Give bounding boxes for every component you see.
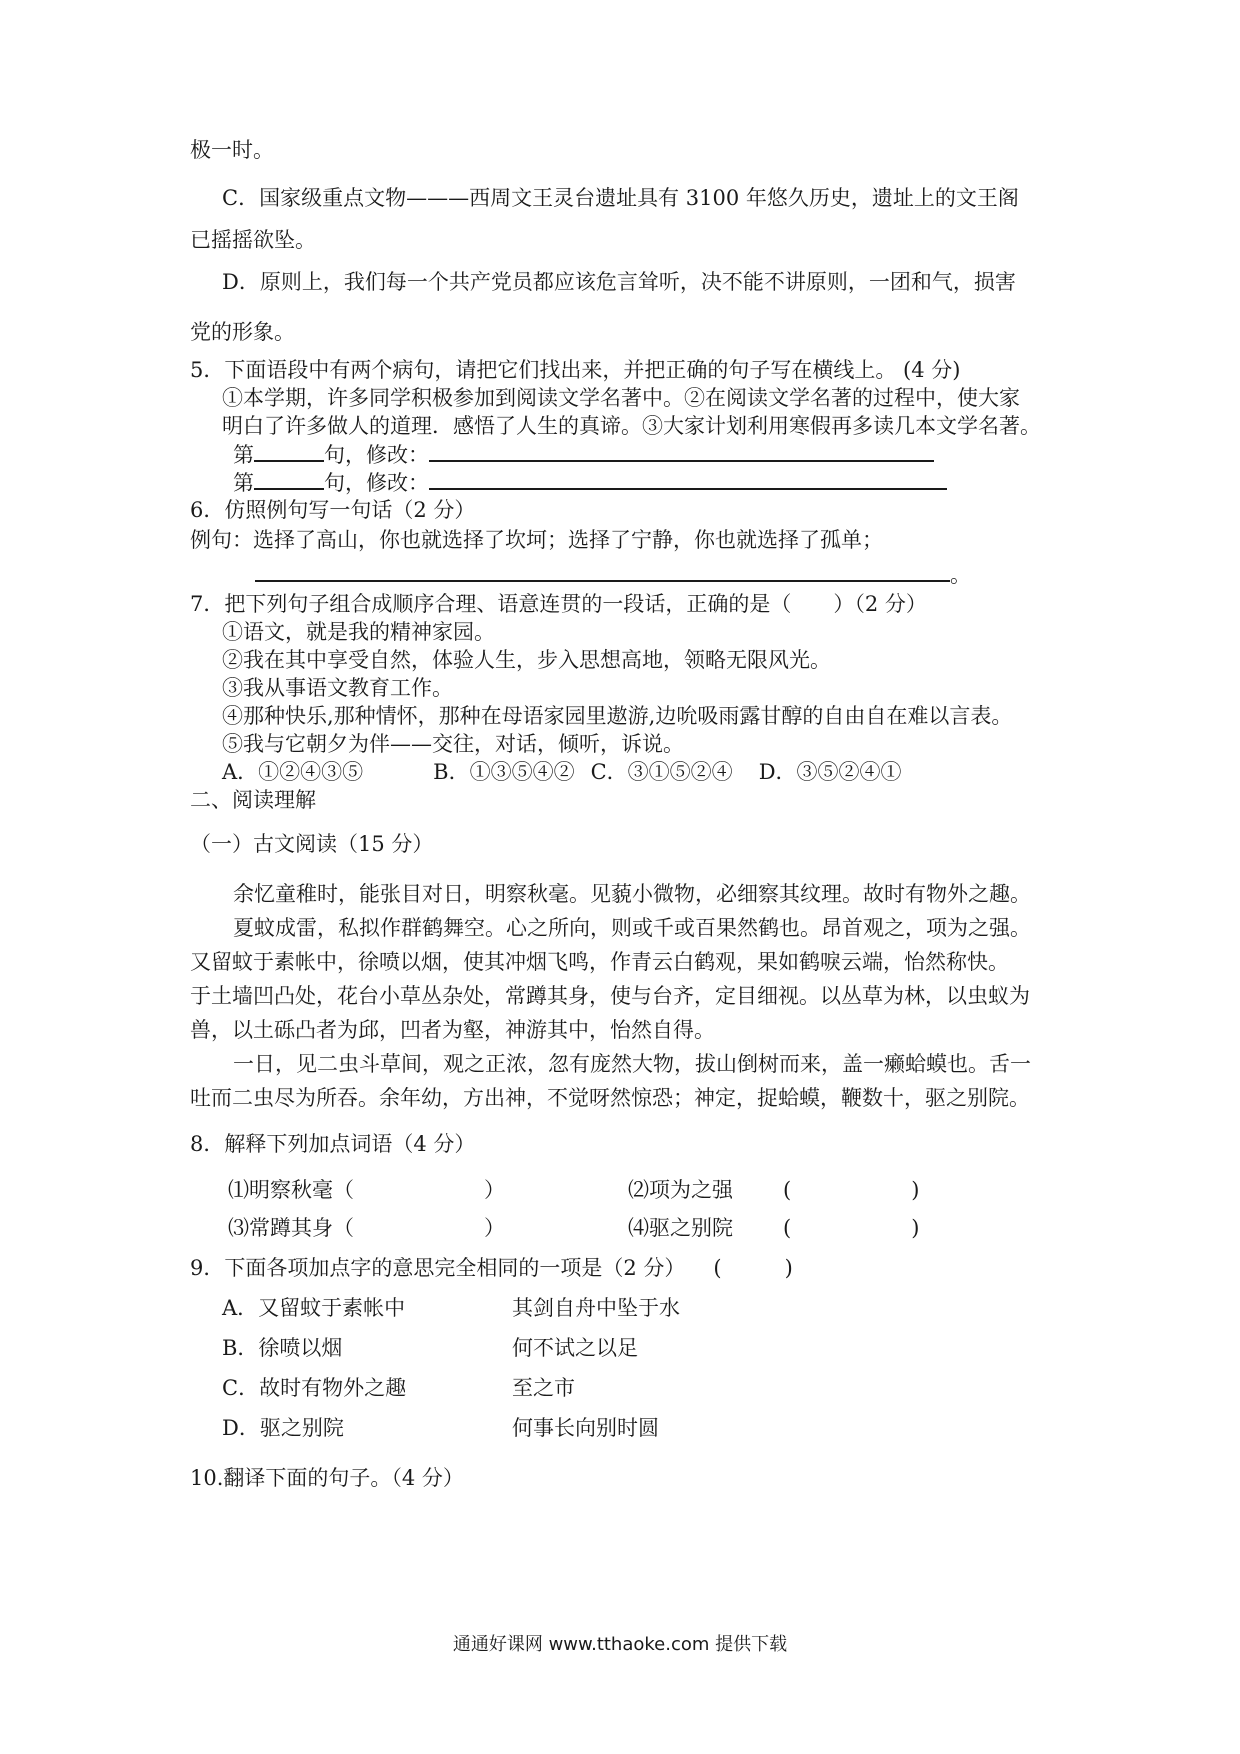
section-title-reading: 二、阅读理解 bbox=[190, 788, 316, 812]
q8-item-label: ⑶常蹲其身 bbox=[228, 1216, 333, 1240]
q9-row-b-right: 何不试之以足 bbox=[512, 1336, 638, 1360]
q10-stem: 10.翻译下面的句子。（4 分） bbox=[190, 1466, 464, 1490]
q7-sentence-5: ⑤我与它朝夕为伴——交往，对话，倾听，诉说。 bbox=[222, 732, 684, 756]
q7-sentence-1: ①语文，就是我的精神家园。 bbox=[222, 620, 495, 644]
q5-paragraph-line2: 明白了许多做人的道理．感悟了人生的真谛。③大家计划利用寒假再多读几本文学名著。 bbox=[222, 414, 1041, 438]
section-subtitle-classical: （一）古文阅读（15 分） bbox=[190, 832, 434, 856]
q8-item-label: ⑴明察秋毫 bbox=[228, 1178, 333, 1202]
q8-stem: 8．解释下列加点词语（4 分） bbox=[190, 1132, 476, 1156]
q7-option-a: A．①②④③⑤ bbox=[222, 760, 364, 784]
answer-prefix: 第 bbox=[233, 471, 254, 495]
q5-answer-row-2 bbox=[233, 468, 947, 497]
q4-option-d-line1: D．原则上，我们每一个共产党员都应该危言耸听，决不能不讲原则，一团和气，损害 bbox=[222, 270, 1016, 294]
q8-open-paren: （ bbox=[333, 1216, 354, 1240]
q5-answer-row-1 bbox=[233, 440, 934, 469]
q9-row-d-left: D．驱之别院 bbox=[222, 1416, 344, 1440]
answer-mid: 句，修改： bbox=[324, 471, 429, 495]
q6-stem: 6．仿照例句写一句话（2 分） bbox=[190, 498, 476, 522]
passage-paragraph-3-line2: 吐而二虫尽为所吞。余年幼，方出神，不觉呀然惊恐；神定，捉蛤蟆，鞭数十，驱之别院。 bbox=[190, 1086, 1030, 1110]
q8-open-paren: （ bbox=[333, 1178, 354, 1202]
passage-paragraph-2-line3: 于土墙凹凸处，花台小草丛杂处，常蹲其身，使与台齐，定目细视。以丛草为林，以虫蚁为 bbox=[190, 984, 1030, 1008]
correction-blank[interactable] bbox=[429, 468, 947, 490]
q4-option-c-line1: C．国家级重点文物———西周文王灵台遗址具有 3100 年悠久历史，遗址上的文王阁 bbox=[222, 186, 1019, 210]
q8-open-paren: ( bbox=[783, 1178, 792, 1202]
passage-paragraph-2-line1: 夏蚊成雷，私拟作群鹤舞空。心之所向，则或千或百果然鹤也。昂首观之，项为之强。 bbox=[233, 916, 1031, 940]
q4-option-c-line2: 已摇摇欲坠。 bbox=[190, 228, 316, 252]
q8-item-3 bbox=[228, 1214, 505, 1242]
q7-option-b: B．①③⑤④② bbox=[433, 760, 575, 784]
q4-option-d-line2: 党的形象。 bbox=[190, 320, 295, 344]
q7-sentence-4: ④那种快乐,那种情怀，那种在母语家园里遨游,边吮吸雨露甘醇的自由自在难以言表。 bbox=[222, 704, 1013, 728]
q9-answer-paren[interactable]: ( ) bbox=[713, 1256, 793, 1280]
passage-paragraph-1: 余忆童稚时，能张目对日，明察秋毫。见藐小微物，必细察其纹理。故时有物外之趣。 bbox=[233, 882, 1031, 906]
q7-option-d: D．③⑤②④① bbox=[758, 760, 902, 784]
q8-item-4 bbox=[628, 1214, 919, 1242]
q8-close-paren: ） bbox=[484, 1216, 505, 1240]
q6-answer-row bbox=[255, 560, 971, 589]
q8-close-paren: ） bbox=[484, 1178, 505, 1202]
correction-blank[interactable] bbox=[429, 440, 934, 462]
q8-item-1 bbox=[228, 1176, 505, 1204]
q8-close-paren: ) bbox=[911, 1178, 920, 1202]
q8-open-paren: ( bbox=[783, 1216, 792, 1240]
sentence-number-blank[interactable] bbox=[254, 440, 324, 462]
q5-paragraph-line1: ①本学期，许多同学积极参加到阅读文学名著中。②在阅读文学名著的过程中，使大家 bbox=[222, 386, 1020, 410]
q8-item-2 bbox=[628, 1176, 919, 1204]
q9-row-a-right: 其剑自舟中坠于水 bbox=[512, 1296, 680, 1320]
q9-row-c-right: 至之市 bbox=[512, 1376, 575, 1400]
imitation-sentence-blank[interactable] bbox=[255, 560, 950, 582]
page-footer: 通通好课网 www.tthaoke.com 提供下载 bbox=[452, 1634, 788, 1655]
q9-row-c-left: C．故时有物外之趣 bbox=[222, 1376, 407, 1400]
q4-b-tail: 极一时。 bbox=[190, 138, 274, 162]
q8-close-paren: ) bbox=[911, 1216, 920, 1240]
q7-option-c: C．③①⑤②④ bbox=[590, 760, 733, 784]
q7-sentence-2: ②我在其中享受自然，体验人生，步入思想高地，领略无限风光。 bbox=[222, 648, 831, 672]
q9-stem bbox=[190, 1254, 793, 1282]
passage-paragraph-3-line1: 一日，见二虫斗草间，观之正浓，忽有庞然大物，拔山倒树而来，盖一癞蛤蟆也。舌一 bbox=[233, 1052, 1031, 1076]
q6-end-mark: 。 bbox=[950, 563, 971, 587]
q7-options bbox=[222, 758, 902, 786]
q8-item-label: ⑵项为之强 bbox=[628, 1178, 733, 1202]
q9-stem-text: 9．下面各项加点字的意思完全相同的一项是（2 分） bbox=[190, 1256, 686, 1280]
q9-row-a-left: A．又留蚊于素帐中 bbox=[222, 1296, 406, 1320]
q9-row-b-left: B．徐喷以烟 bbox=[222, 1336, 343, 1360]
sentence-number-blank[interactable] bbox=[254, 468, 324, 490]
q7-stem: 7．把下列句子组合成顺序合理、语意连贯的一段话，正确的是（ ）（2 分） bbox=[190, 592, 927, 616]
answer-prefix: 第 bbox=[233, 443, 254, 467]
q6-example: 例句：选择了高山，你也就选择了坎坷；选择了宁静，你也就选择了孤单； bbox=[190, 528, 883, 552]
q8-item-label: ⑷驱之别院 bbox=[628, 1216, 733, 1240]
q7-sentence-3: ③我从事语文教育工作。 bbox=[222, 676, 453, 700]
answer-mid: 句，修改： bbox=[324, 443, 429, 467]
passage-paragraph-2-line2: 又留蚊于素帐中，徐喷以烟，使其冲烟飞鸣，作青云白鹤观，果如鹤唳云端，怡然称快。 bbox=[190, 950, 1009, 974]
q5-stem: 5．下面语段中有两个病句，请把它们找出来，并把正确的句子写在横线上。 (4 分) bbox=[190, 358, 961, 382]
passage-paragraph-2-line4: 兽，以土砾凸者为邱，凹者为壑，神游其中，怡然自得。 bbox=[190, 1018, 715, 1042]
q9-row-d-right: 何事长向别时圆 bbox=[512, 1416, 659, 1440]
